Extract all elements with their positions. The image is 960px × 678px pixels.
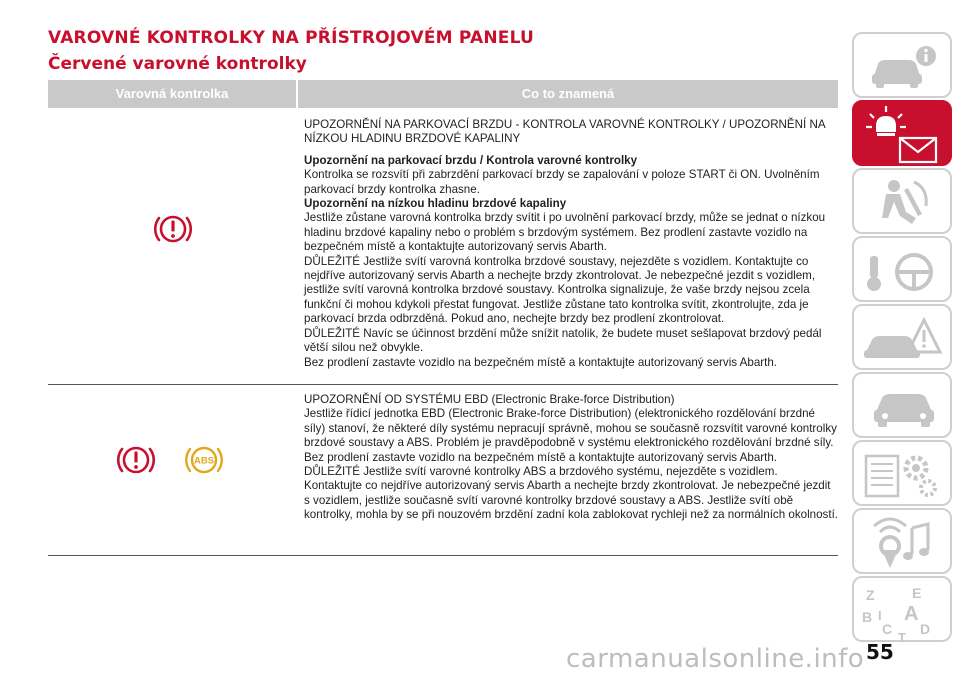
- index-icon: [854, 578, 954, 644]
- row-intro: UPOZORNĚNÍ NA PARKOVACÍ BRZDU - KONTROLA VAROVNÉ KONTROLKY / UPOZORNĚNÍ NA NÍZKOU HLADINU BRZDOVÉ KAPALINY: [304, 118, 825, 146]
- safety-icon: [854, 170, 954, 236]
- svg-text:Z: Z: [866, 587, 875, 603]
- tab-safety[interactable]: [852, 168, 952, 234]
- tab-index[interactable]: [852, 576, 952, 642]
- car-info-icon: [854, 34, 954, 100]
- warning-lights-icon: [854, 102, 954, 168]
- row-description: [304, 118, 838, 370]
- page-number: 55: [866, 640, 894, 664]
- tab-warning-lights[interactable]: [852, 100, 952, 166]
- page-title: VAROVNÉ KONTROLKY NA PŘÍSTROJOVÉM PANELU: [48, 28, 535, 48]
- paragraph: DŮLEŽITÉ Navíc se účinnost brzdění může snížit natolik, že budete muset sešlapovat brzdový pedál větší silou než obvykle.: [304, 326, 822, 355]
- section-subtitle: Červené varovné kontrolky: [48, 54, 307, 74]
- svg-text:E: E: [912, 585, 922, 601]
- row-description: [304, 393, 838, 523]
- svg-text:A: A: [904, 603, 919, 625]
- paragraph: Jestliže zůstane varovná kontrolka brzdy svítit i po uvolnění parkovací brzdy, může se jednat o nízkou hladinu brzdové kapaliny nebo o problém s brzdovým systémem. Bez prodlení zastavte vozidlo na bezpečném místě a kontaktujte autorizovaný servis Abarth.: [304, 211, 826, 254]
- subheading: Upozornění na nízkou hladinu brzdové kapaliny: [304, 197, 567, 211]
- emergency-icon: [854, 306, 954, 372]
- tab-emergency[interactable]: [852, 304, 952, 370]
- svg-text:D: D: [920, 621, 931, 637]
- svg-text:T: T: [898, 630, 906, 644]
- tab-starting-driving[interactable]: [852, 236, 952, 302]
- abs-icon: [184, 440, 224, 485]
- brake-warning-icon: [153, 209, 193, 254]
- table-row: [48, 385, 838, 556]
- svg-text:I: I: [878, 608, 882, 623]
- multimedia-icon: [854, 510, 954, 576]
- paragraph: Bez prodlení zastavte vozidlo na bezpečném místě a kontaktujte autorizovaný servis Abarth.: [304, 355, 778, 369]
- tab-technical-data[interactable]: [852, 440, 952, 506]
- abs-label: ABS: [193, 455, 215, 467]
- row-intro: UPOZORNĚNÍ OD SYSTÉMU EBD (Electronic Brake-force Distribution): [304, 393, 675, 406]
- paragraph: Jestliže řídicí jednotka EBD (Electronic Brake-force Distribution) (elektronického rozdělování brzdné síly) stanoví, že některé díly systému nepracují správně, mohou se současně rozsvítit varovné kontrolky brzdové soustavy a ABS. Problém je pravděpodobně v systému elektronického rozdělování brzdné síly. Bez prodlení zastavte vozidlo na bezpečném místě a kontaktujte autorizovaný servis Abarth.: [304, 407, 837, 464]
- tab-multimedia[interactable]: [852, 508, 952, 574]
- watermark: carmanualsonline.info: [566, 644, 865, 674]
- paragraph: DŮLEŽITÉ Jestliže svítí varovné kontrolky ABS a brzdového systému, nejezděte s vozidlem. Kontaktujte co nejdříve autorizovaný servis Abarth a nechejte brzdy zkontrolovat. Je nebezpečné jezdit s vozidlem, jestliže současně svítí varovné kontrolky brzdové soustavy a ABS. Jestliže svítí obě kontrolky, mohla by se při nouzovém brzdění zadní kola zablokovat rychleji než za normálních okolností.: [304, 465, 839, 522]
- brake-warning-icon: [116, 440, 156, 485]
- tab-maintenance[interactable]: [852, 372, 952, 438]
- subheading: Upozornění na parkovací brzdu / Kontrola varovné kontrolky: [304, 153, 638, 167]
- table-header: [48, 80, 838, 108]
- paragraph: Kontrolka se rozsvítí při zabrzdění parkovací brzdy se zapalování v poloze START či ON. Uvolněním parkovací brzdy kontrolka zhasne.: [304, 168, 820, 196]
- column-header-warning-light: Varovná kontrolka: [115, 86, 229, 101]
- starting-driving-icon: [854, 238, 954, 304]
- tab-car-info[interactable]: [852, 32, 952, 98]
- paragraph: DŮLEŽITÉ Jestliže svítí varovná kontrolka brzdové soustavy, nejezděte s vozidlem. Kontaktujte co nejdříve autorizovaný servis Abarth a nechejte brzdy zkontrolovat. Je nebezpečné jezdit s vozidlem, jestliže svítí varovná kontrolka brzdové soustavy. Kontrolka signalizuje, že vaše brzdy nejsou zcela funkční či mohou kdykoli přestat fungovat. Jestliže zůstane tato kontrolka svítit, zkontrolujte, zda je parkovací brzda odbrzděná. Pokud ano, nechejte brzdy bez prodlení zkontrolovat.: [304, 254, 816, 326]
- svg-text:B: B: [862, 609, 873, 625]
- technical-data-icon: [854, 442, 954, 508]
- svg-text:C: C: [882, 621, 893, 637]
- column-header-meaning: Co to znamená: [521, 86, 615, 101]
- maintenance-icon: [854, 374, 954, 440]
- table-row: [48, 108, 838, 385]
